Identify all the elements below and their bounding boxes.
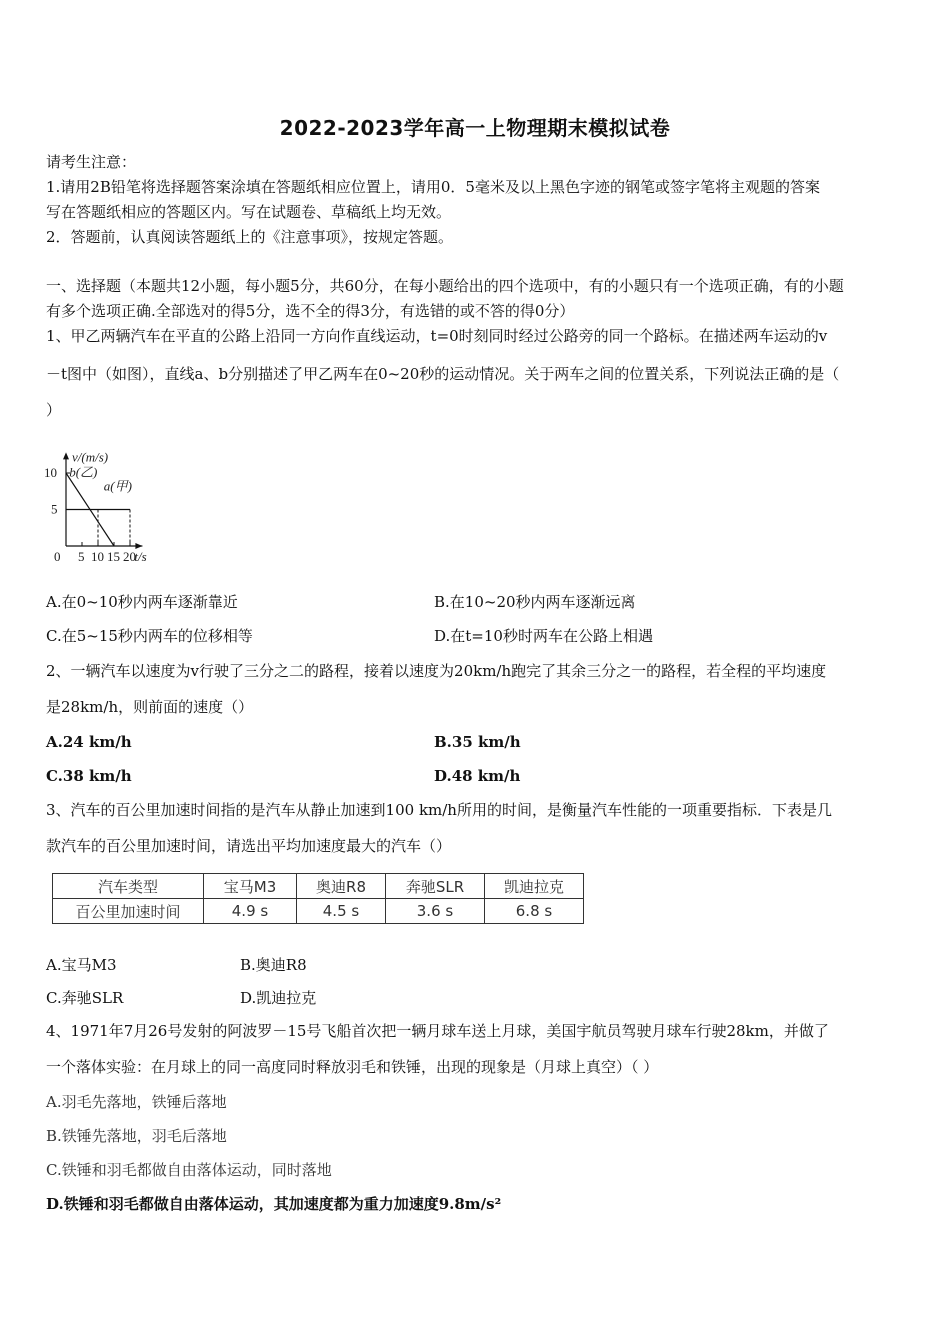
section-heading-line-2: 有多个选项正确.全部选对的得5分，选不全的得3分，有选错的或不答的得0分） (46, 302, 575, 320)
q4-stem-line-1: 4、1971年7月26号发射的阿波罗－15号飞船首次把一辆月球车送上月球，美国宇航员驾驶月球车行驶28km，并做了 (46, 1022, 829, 1040)
table-cell: 4.5 s (297, 899, 386, 924)
q2-option-b: B.35 km/h (434, 733, 521, 751)
table-cell: 3.6 s (386, 899, 485, 924)
table-cell: 奥迪R8 (297, 874, 386, 899)
x-tick-label: 0 (54, 549, 61, 564)
x-tick-label: 5 (78, 549, 85, 564)
q3-option-c: C.奔驰SLR (46, 989, 124, 1007)
y-axis-arrow (63, 452, 69, 459)
q3-option-b: B.奥迪R8 (240, 956, 307, 974)
q1-option-b: B.在10~20秒内两车逐渐远离 (434, 593, 636, 611)
q4-option-b: B.铁锤先落地，羽毛后落地 (46, 1127, 227, 1145)
notice-heading: 请考生注意： (46, 153, 137, 171)
x-axis-label: t/s (134, 549, 147, 564)
notice-item-1-line-1: 1.请用2B铅笔将选择题答案涂填在答题纸相应位置上，请用0．5毫米及以上黑色字迹的钢笔或签字笔将主观题的答案 (46, 178, 820, 196)
vt-graph (42, 426, 252, 574)
q1-stem-line-2: －t图中（如图），直线a、b分别描述了甲乙两车在0~20秒的运动情况。关于两车之间的位置关系，下列说法正确的是（ (46, 365, 840, 383)
q1-stem-line-1: 1、甲乙两辆汽车在平直的公路上沿同一方向作直线运动，t=0时刻同时经过公路旁的同一个路标。在描述两车运动的v (46, 327, 828, 345)
q2-option-a: A.24 km/h (46, 733, 132, 751)
acceleration-table (52, 873, 584, 924)
q3-stem-line-2: 款汽车的百公里加速时间，请选出平均加速度最大的汽车（） (46, 837, 452, 855)
table-cell: 汽车类型 (53, 874, 204, 899)
section-heading-line-1: 一、选择题（本题共12小题，每小题5分，共60分，在每小题给出的四个选项中，有的小题只有一个选项正确，有的小题 (46, 277, 844, 295)
series-a-label: a(甲) (103, 478, 132, 494)
notice-item-1-line-2: 写在答题纸相应的答题区内。写在试题卷、草稿纸上均无效。 (46, 203, 452, 221)
q2-option-d: D.48 km/h (434, 767, 521, 785)
x-tick-label: 10 (91, 549, 104, 564)
q1-option-a: A.在0~10秒内两车逐渐靠近 (46, 593, 238, 611)
q1-option-d: D.在t=10秒时两车在公路上相遇 (434, 627, 653, 645)
q4-option-a: A.羽毛先落地，铁锤后落地 (46, 1093, 227, 1111)
table-cell: 4.9 s (204, 899, 297, 924)
table-cell: 凯迪拉克 (485, 874, 584, 899)
x-tick-label: 20 (123, 549, 136, 564)
q3-option-a: A.宝马M3 (46, 956, 117, 974)
q3-stem-line-1: 3、汽车的百公里加速时间指的是汽车从静止加速到100 km/h所用的时间，是衡量汽车性能的一项重要指标．下表是几 (46, 801, 832, 819)
q4-stem-line-2: 一个落体实验：在月球上的同一高度同时释放羽毛和铁锤，出现的现象是（月球上真空）（ ） (46, 1058, 659, 1076)
y-tick-label: 10 (44, 465, 57, 480)
table-row (53, 899, 584, 924)
y-tick-label: 5 (51, 501, 58, 517)
q2-option-c: C.38 km/h (46, 767, 132, 785)
table-cell: 奔驰SLR (386, 874, 485, 899)
series-b-label: b(乙) (69, 464, 98, 480)
q4-option-c: C.铁锤和羽毛都做自由落体运动，同时落地 (46, 1161, 332, 1179)
page-title: 2022-2023学年高一上物理期末模拟试卷 (279, 116, 671, 140)
table-header-row (53, 874, 584, 899)
table-cell: 宝马M3 (204, 874, 297, 899)
q2-stem-line-1: 2、一辆汽车以速度为v行驶了三分之二的路程，接着以速度为20km/h跑完了其余三分之一的路程，若全程的平均速度 (46, 662, 827, 680)
notice-item-2: 2．答题前，认真阅读答题纸上的《注意事项》，按规定答题。 (46, 228, 454, 246)
table-cell: 百公里加速时间 (53, 899, 204, 924)
q1-option-c: C.在5~15秒内两车的位移相等 (46, 627, 253, 645)
q1-stem-line-3: ） (46, 401, 62, 419)
y-axis-label: v/(m/s) (72, 449, 109, 465)
x-tick-label: 15 (107, 549, 120, 564)
q3-option-d: D.凯迪拉克 (240, 989, 317, 1007)
q4-option-d: D.铁锤和羽毛都做自由落体运动，其加速度都为重力加速度9.8m/s² (46, 1195, 502, 1213)
q2-stem-line-2: 是28km/h，则前面的速度（） (46, 698, 254, 716)
table-cell: 6.8 s (485, 899, 584, 924)
